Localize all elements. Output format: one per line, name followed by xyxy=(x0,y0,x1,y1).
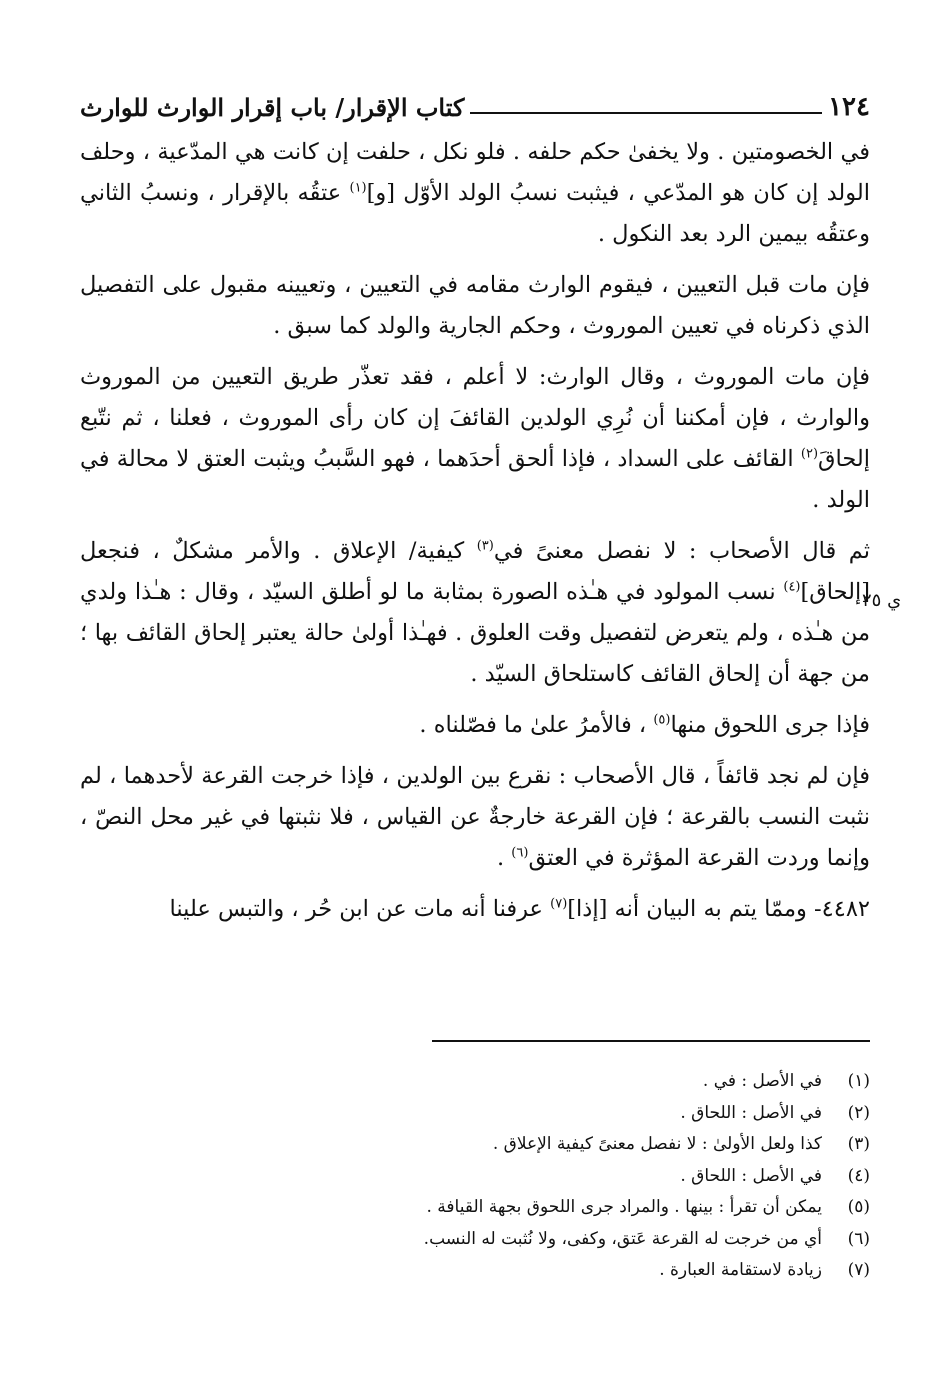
footnotes xyxy=(200,1066,870,1287)
footnote-text: يمكن أن تقرأ : بينها . والمراد جرى اللحوق بجهة القيافة . xyxy=(426,1197,822,1217)
text-run: ثم قال الأصحاب : لا نفصل معنىً في xyxy=(493,538,870,564)
text-run: . xyxy=(496,845,512,871)
footnote-text: في الأصل : اللحاق . xyxy=(680,1165,822,1186)
footnote-ref-7[interactable]: (٧) xyxy=(550,896,568,912)
paragraph-2 xyxy=(80,265,870,347)
page-number: ١٢٤ xyxy=(828,92,870,122)
footnote-6 xyxy=(200,1224,870,1256)
footnote-ref-4[interactable]: (٤) xyxy=(783,579,801,595)
footnote-ref-1[interactable]: (١) xyxy=(349,180,367,196)
footnote-text: كذا ولعل الأولىٰ : لا نفصل معنىً كيفية الإعلاق . xyxy=(492,1134,822,1154)
text-run: فإن مات الموروث ، وقال الوارث: لا أعلم ، فقد تعذّر طريق التعيين من الموروث والوارث ، فإن أمكننا أن نُرِي الولدين القائفَ إن كان رأى الموروث ، فعلنا ، ثم نتّبع إلحاقَ xyxy=(80,364,870,472)
text-run: فإن لم نجد قائفاً ، قال الأصحاب : نقرع بين الولدين ، فإذا خرجت القرعة لأحدهما ، لم نثبت النسب بالقرعة ؛ فإن القرعة خارجةٌ عن القياس ، فلا نثبتها في غير محل النصّ ، وإنما وردت القرعة المؤثرة في العتق xyxy=(80,763,870,871)
footnote-number: (٦) xyxy=(847,1228,870,1249)
footnote-text: أي من خرجت له القرعة عَتق، وكفى، ولا نُثبت له النسب. xyxy=(423,1228,822,1249)
chapter-title: كتاب الإقرار/ باب إقرار الوارث للوارث xyxy=(80,93,465,122)
footnote-number: (٢) xyxy=(847,1102,870,1123)
footnote-7 xyxy=(200,1255,870,1287)
main-text xyxy=(80,132,870,930)
running-header xyxy=(80,82,870,122)
text-run: ، فالأمرُ علىٰ ما فصّلناه . xyxy=(419,712,654,738)
footnote-ref-6[interactable]: (٦) xyxy=(511,845,529,861)
paragraph-5 xyxy=(80,705,870,746)
footnote-ref-2[interactable]: (٢) xyxy=(800,446,819,462)
text-run: عرفنا أنه مات عن ابن حُر ، والتبس علينا xyxy=(169,896,551,922)
footnote-number: (٧) xyxy=(847,1260,870,1280)
footnote-text: زيادة لاستقامة العبارة . xyxy=(659,1260,822,1280)
footnote-1 xyxy=(200,1066,870,1098)
footnote-ref-3[interactable]: (٣) xyxy=(476,538,494,554)
text-run: القائف على السداد ، فإذا ألحق أحدَهما ، فهو السَّببُ ويثبت العتق لا محالة في الولد . xyxy=(80,446,870,513)
text-run: فإن مات قبل التعيين ، فيقوم الوارث مقامه في التعيين ، وتعيينه مقبول على التفصيل الذي ذكرناه في تعيين الموروث ، وحكم الجارية والولد كما سبق . xyxy=(80,272,870,339)
text-run: عتقُه بالإقرار ، ونسبُ الثاني وعتقُه بيمين الرد بعد النكول . xyxy=(80,180,870,247)
paragraph-1 xyxy=(80,132,870,255)
paragraph-4 xyxy=(80,531,870,695)
footnote-number: (٣) xyxy=(847,1134,870,1154)
text-run: نسب المولود في هـٰذه الصورة بمثابة ما لو أطلق السيّد ، وقال : هـٰذا ولدي من هـٰذه ، ولم يتعرض لتفصيل وقت العلوق . فهـٰذا أولىٰ حالة يعتبر إلحاق القائف بها ؛ من جهة أن إلحاق القائف كاستلحاق السيّد . xyxy=(80,579,870,687)
footnote-2 xyxy=(200,1098,870,1130)
footnote-ref-5[interactable]: (٥) xyxy=(653,712,671,728)
footnote-5 xyxy=(200,1192,870,1224)
footnote-number: (٤) xyxy=(847,1165,870,1186)
footnote-3 xyxy=(200,1129,870,1161)
paragraph-3 xyxy=(80,357,870,521)
header-rule xyxy=(470,112,822,114)
footnote-number: (١) xyxy=(847,1071,870,1091)
footnote-text: في الأصل : اللحاق . xyxy=(680,1102,822,1123)
footnote-number: (٥) xyxy=(847,1197,870,1217)
margin-reference: ي ٢٥ xyxy=(862,590,902,611)
footnote-separator xyxy=(432,1040,870,1042)
text-run: كيفية/ الإعلاق . والأمر مشكلٌ ، فنجعل [إلحاق] xyxy=(80,538,870,605)
paragraph-7 xyxy=(80,889,870,930)
text-run: فإذا جرى اللحوق منها xyxy=(670,712,870,738)
paragraph-6 xyxy=(80,756,870,879)
footnote-4 xyxy=(200,1161,870,1193)
text-run: في الخصومتين . ولا يخفىٰ حكم حلفه . فلو نكل ، حلفت إن كانت هي المدّعية ، وحلف الولد إن كان هو المدّعي ، فيثبت نسبُ الولد الأوّل [و] xyxy=(80,139,871,206)
footnote-text: في الأصل : في . xyxy=(702,1071,822,1091)
text-run: ٤٤٨٢- وممّا يتم به البيان أنه [إذا] xyxy=(567,896,870,922)
